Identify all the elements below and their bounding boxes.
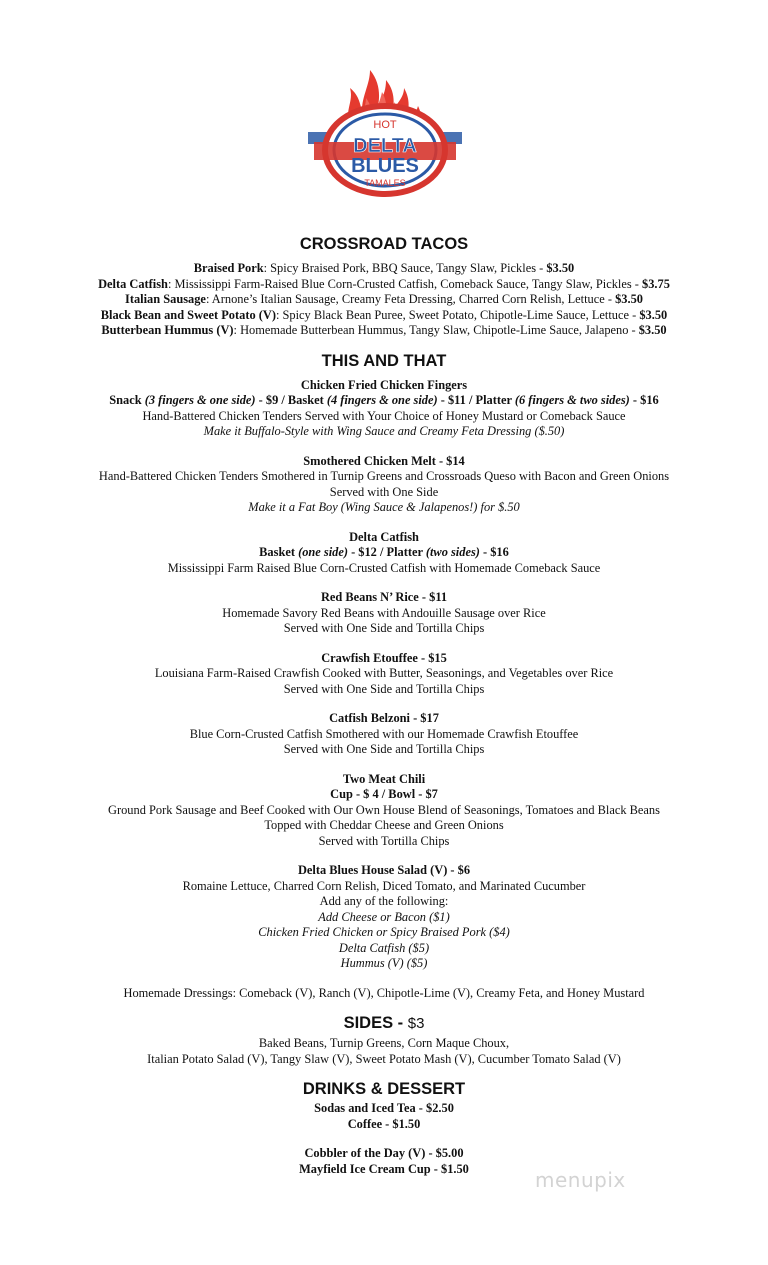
dessert-item: Cobbler of the Day (V) - $5.00 <box>304 1146 464 1160</box>
etouffee-served: Served with One Side and Tortilla Chips <box>283 681 485 696</box>
taco-name: Butterbean Hummus (V) <box>101 323 234 337</box>
red-beans-desc: Homemade Savory Red Beans with Andouille Sausage over Rice <box>222 605 546 620</box>
belzoni-served: Served with One Side and Tortilla Chips <box>283 742 485 756</box>
price-label: - $11 / Platter <box>437 393 515 407</box>
taco-item <box>0 277 768 293</box>
chicken-fingers-prices <box>0 393 768 409</box>
taco-price: $3.50 <box>546 261 575 275</box>
logo-top-word: HOT <box>373 119 397 131</box>
taco-item <box>0 308 768 324</box>
menupix-watermark: menupix <box>535 1168 626 1192</box>
logo-bottom-word: TAMALES <box>364 178 406 188</box>
red-beans-title: Red Beans N’ Rice - $11 <box>320 590 448 604</box>
salad-add: Add any of the following: <box>319 894 449 908</box>
price-note: (3 fingers & one side) <box>144 393 256 407</box>
dessert-item: Mayfield Ice Cream Cup - $1.50 <box>299 1161 469 1176</box>
chili-price: Cup - $ 4 / Bowl - $7 <box>330 787 438 801</box>
salad-addon: Add Cheese or Bacon ($1) <box>318 909 450 924</box>
sides-title: SIDES - <box>343 1014 408 1032</box>
taco-name: Italian Sausage <box>125 292 206 306</box>
chicken-fingers-desc: Hand-Battered Chicken Tenders Served with Your Choice of Honey Mustard or Comeback Sauce <box>142 408 626 423</box>
salad-addon: Chicken Fried Chicken or Spicy Braised Pork ($4) <box>258 925 510 939</box>
chicken-fingers-title: Chicken Fried Chicken Fingers <box>300 377 468 392</box>
salad-addon: Delta Catfish ($5) <box>338 940 430 955</box>
etouffee-title: Crawfish Etouffee - $15 <box>321 650 447 665</box>
taco-desc: : Spicy Braised Pork, BBQ Sauce, Tangy Slaw, Pickles - <box>263 261 547 275</box>
taco-price: $3.50 <box>639 307 668 322</box>
logo-main-line2: BLUES <box>351 155 419 177</box>
chicken-melt-title: Smothered Chicken Melt - $14 <box>303 453 465 468</box>
price-note: (4 fingers & one side) <box>326 393 438 407</box>
delta-catfish-title: Delta Catfish <box>349 529 419 544</box>
chili-served: Served with Tortilla Chips <box>318 833 450 848</box>
sides-price: $3 <box>407 1015 425 1032</box>
delta-catfish-desc: Mississippi Farm Raised Blue Corn-Crusted Catfish with Homemade Comeback Sauce <box>167 560 601 575</box>
taco-item <box>0 323 768 339</box>
belzoni-title: Catfish Belzoni - $17 <box>329 711 439 725</box>
taco-price: $3.50 <box>638 323 667 337</box>
taco-desc: : Spicy Black Bean Puree, Sweet Potato, Chipotle-Lime Sauce, Lettuce - <box>275 307 640 322</box>
red-beans-served: Served with One Side and Tortilla Chips <box>283 621 485 635</box>
delta-catfish-prices <box>0 545 768 561</box>
taco-desc: : Mississippi Farm-Raised Blue Corn-Crusted Catfish, Comeback Sauce, Tangy Slaw, Pickles - <box>167 276 643 291</box>
drink-item: Sodas and Iced Tea - $2.50 <box>314 1101 454 1115</box>
salad-desc: Romaine Lettuce, Charred Corn Relish, Diced Tomato, and Marinated Cucumber <box>182 878 586 893</box>
price-note: (one side) <box>298 545 348 559</box>
drinks-heading: DRINKS & DESSERT <box>302 1080 466 1098</box>
taco-desc: : Homemade Butterbean Hummus, Tangy Slaw, Chipotle-Lime Sauce, Jalapeno - <box>233 323 639 337</box>
tacos-heading: CROSSROAD TACOS <box>299 235 469 253</box>
chili-topped: Topped with Cheddar Cheese and Green Onions <box>264 818 504 832</box>
drink-item: Coffee - $1.50 <box>347 1116 421 1131</box>
delta-blues-logo <box>300 62 470 202</box>
chicken-fingers-note: Make it Buffalo-Style with Wing Sauce and Creamy Feta Dressing ($.50) <box>203 424 565 438</box>
menu-page <box>0 232 768 1177</box>
taco-name: Delta Catfish <box>98 276 168 291</box>
belzoni-desc: Blue Corn-Crusted Catfish Smothered with our Homemade Crawfish Etouffee <box>189 726 579 741</box>
salad-title: Delta Blues House Salad (V) - $6 <box>297 863 471 877</box>
price-label: - $16 <box>479 545 509 559</box>
price-label: Snack <box>109 393 145 407</box>
sides-line: Italian Potato Salad (V), Tangy Slaw (V), Sweet Potato Mash (V), Cucumber Tomato Salad (V) <box>147 1051 621 1066</box>
logo-main-line1: DELTA <box>353 135 417 157</box>
price-label: - $16 <box>629 393 659 407</box>
taco-name: Black Bean and Sweet Potato (V) <box>100 307 276 322</box>
chicken-melt-note: Make it a Fat Boy (Wing Sauce & Jalapenos!) for $.50 <box>248 500 520 514</box>
taco-price: $3.75 <box>642 276 670 291</box>
taco-item <box>0 261 768 277</box>
price-label: - $12 / Platter <box>347 545 426 559</box>
chili-title: Two Meat Chili <box>342 771 426 786</box>
taco-item <box>0 292 768 308</box>
dressings-line: Homemade Dressings: Comeback (V), Ranch (V), Chipotle-Lime (V), Creamy Feta, and Honey Mustard <box>123 985 645 1000</box>
taco-price: $3.50 <box>615 292 643 306</box>
price-label: Basket <box>259 545 299 559</box>
this-and-that-heading: THIS AND THAT <box>321 351 447 370</box>
chicken-melt-served: Served with One Side <box>329 484 439 499</box>
sides-heading <box>0 1011 768 1036</box>
chicken-melt-desc: Hand-Battered Chicken Tenders Smothered in Turnip Greens and Crossroads Queso with Bacon and Green Onions <box>98 469 670 483</box>
price-note: (two sides) <box>425 545 480 559</box>
chili-desc: Ground Pork Sausage and Beef Cooked with Our Own House Blend of Seasonings, Tomatoes and Black Beans <box>108 802 660 817</box>
sides-line: Baked Beans, Turnip Greens, Corn Maque Choux, <box>258 1036 510 1050</box>
taco-desc: : Arnone’s Italian Sausage, Creamy Feta Dressing, Charred Corn Relish, Lettuce - <box>205 292 616 306</box>
etouffee-desc: Louisiana Farm-Raised Crawfish Cooked with Butter, Seasonings, and Vegetables over Rice <box>154 666 614 680</box>
salad-addon: Hummus (V) ($5) <box>340 956 428 970</box>
taco-name: Braised Pork <box>193 261 264 275</box>
price-note: (6 fingers & two sides) <box>514 393 630 407</box>
price-label: - $9 / Basket <box>255 393 327 407</box>
